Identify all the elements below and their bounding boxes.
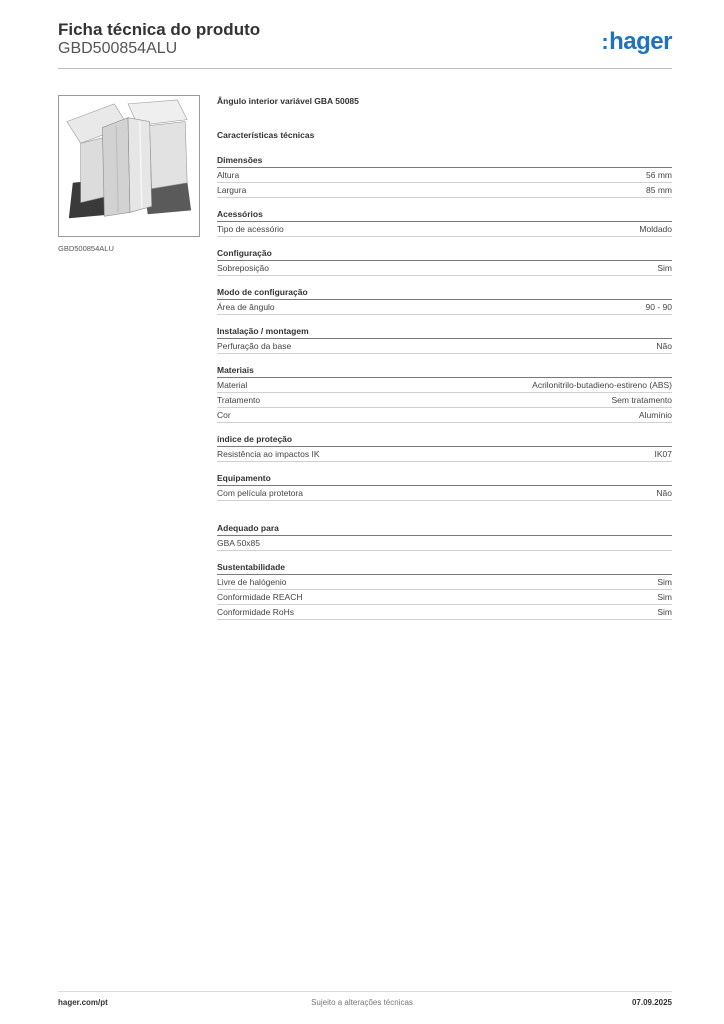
spec-row: [217, 408, 672, 423]
spec-label: Cor: [217, 409, 231, 420]
spec-section-title: índice de proteção: [217, 434, 672, 447]
spec-section: [217, 365, 672, 423]
spec-section: [217, 562, 672, 620]
spec-section: [217, 287, 672, 315]
spec-section: [217, 209, 672, 237]
spec-label: Resistência ao impactos IK: [217, 448, 320, 459]
footer-divider: [58, 991, 672, 992]
spec-row: [217, 300, 672, 315]
spec-section-title: Dimensões: [217, 155, 672, 168]
spec-row: [217, 447, 672, 462]
spec-value: Sim: [657, 606, 672, 617]
spec-label: Conformidade RoHs: [217, 606, 295, 617]
spec-row: [217, 605, 672, 620]
spec-section-title: Equipamento: [217, 473, 672, 486]
spec-value: Moldado: [639, 223, 672, 234]
spec-section-title: Sustentabilidade: [217, 562, 672, 575]
spec-section: [217, 473, 672, 501]
spec-section: [217, 155, 672, 198]
footer-notice: Sujeito a alterações técnicas: [311, 998, 413, 1007]
hager-logo: [601, 28, 672, 56]
spec-section: [217, 523, 672, 551]
spec-value: 85 mm: [646, 184, 672, 195]
spec-value: Sem tratamento: [611, 394, 672, 405]
spec-section: [217, 326, 672, 354]
spec-label: Com película protetora: [217, 487, 303, 498]
spec-label: Tipo de acessório: [217, 223, 284, 234]
footer-website[interactable]: hager.com/pt: [58, 998, 108, 1007]
spec-section: [217, 248, 672, 276]
spec-label: Sobreposição: [217, 262, 269, 273]
spec-value: 90 - 90: [645, 301, 672, 312]
spec-value: IK07: [654, 448, 672, 459]
spec-value: Não: [656, 487, 672, 498]
spec-value: 56 mm: [646, 169, 672, 180]
spec-row: [217, 183, 672, 198]
spec-row: [217, 536, 672, 551]
spec-row: [217, 168, 672, 183]
spec-row: [217, 378, 672, 393]
spec-row: [217, 575, 672, 590]
spec-label: Tratamento: [217, 394, 261, 405]
image-caption: GBD500854ALU: [58, 244, 114, 253]
spec-row: [217, 222, 672, 237]
product-name: Ângulo interior variável GBA 50085: [217, 96, 359, 106]
spec-label: GBA 50x85: [217, 537, 261, 548]
spec-section-title: Adequado para: [217, 523, 672, 536]
spec-label: Conformidade REACH: [217, 591, 303, 602]
spec-value: Alumínio: [638, 409, 672, 420]
spec-row: [217, 261, 672, 276]
spec-value: Não: [656, 340, 672, 351]
spec-section-title: Configuração: [217, 248, 672, 261]
logo-mark: :: [601, 29, 609, 54]
spec-value: Acrilonitrilo-butadieno-estireno (ABS): [532, 379, 672, 390]
spec-row: [217, 393, 672, 408]
spec-section-title: Acessórios: [217, 209, 672, 222]
product-photo-angle-icon: [58, 95, 200, 237]
spec-section-title: Modo de configuração: [217, 287, 672, 300]
spec-label: Largura: [217, 184, 247, 195]
page-title: Ficha técnica do produto: [58, 20, 261, 39]
spec-row: [217, 339, 672, 354]
spec-row: [217, 590, 672, 605]
spec-label: Perfuração da base: [217, 340, 292, 351]
tech-characteristics-heading: Características técnicas: [217, 130, 315, 140]
header-divider: [58, 68, 672, 69]
spec-section-title: Materiais: [217, 365, 672, 378]
spec-value: Sim: [657, 591, 672, 602]
spec-value: Sim: [657, 576, 672, 587]
logo-text: hager: [609, 28, 672, 55]
product-code: GBD500854ALU: [58, 40, 178, 57]
spec-section: [217, 434, 672, 462]
spec-section-title: Instalação / montagem: [217, 326, 672, 339]
spec-label: Material: [217, 379, 248, 390]
spec-label: Livre de halógenio: [217, 576, 287, 587]
spec-row: [217, 486, 672, 501]
spec-label: Área de ângulo: [217, 301, 275, 312]
spec-table: [217, 96, 672, 631]
spec-label: Altura: [217, 169, 240, 180]
spec-value: Sim: [657, 262, 672, 273]
footer-date: 07.09.2025: [631, 998, 672, 1007]
